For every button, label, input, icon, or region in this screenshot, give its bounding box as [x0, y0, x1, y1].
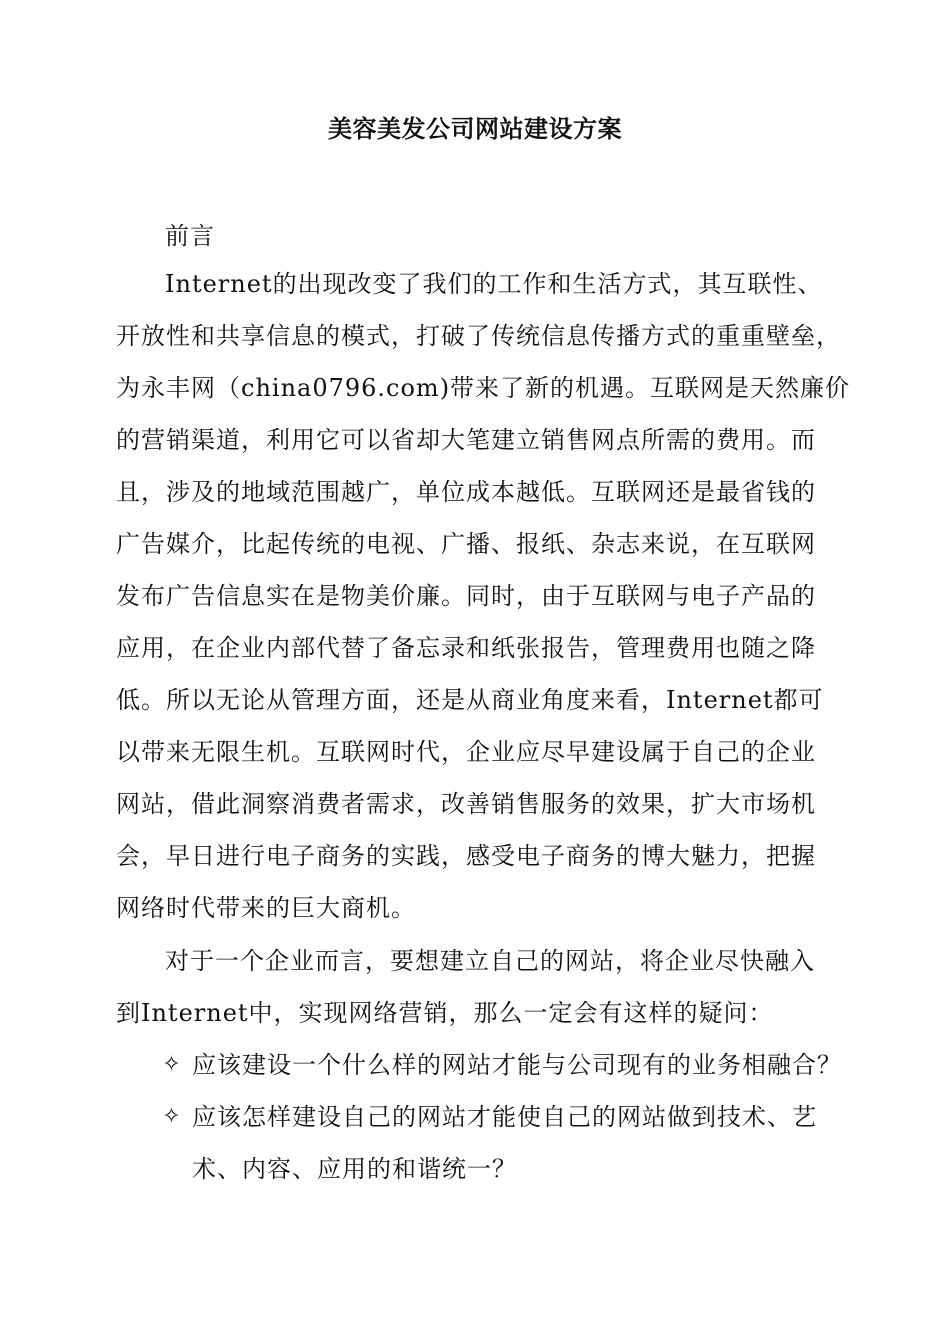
four-point-star-bullet-icon: ✧ [162, 1052, 182, 1077]
four-point-star-bullet-icon: ✧ [162, 1104, 182, 1129]
list-item [116, 1091, 876, 1195]
paragraph-line: 网站，借此洞察消费者需求，改善销售服务的效果，扩大市场机 [116, 790, 816, 818]
section-heading-text: 前言 [165, 222, 215, 250]
question-list [116, 1039, 876, 1195]
list-item-text: 术、内容、应用的和谐统一？ [192, 1155, 517, 1183]
question-intro-paragraph [116, 935, 846, 1039]
paragraph-line: 会，早日进行电子商务的实践，感受电子商务的博大魅力，把握 [116, 842, 816, 870]
list-item-text: 应该怎样建设自己的网站才能使自己的网站做到技术、艺 [192, 1103, 817, 1131]
paragraph-line: 的营销渠道，利用它可以省却大笔建立销售网点所需的费用。而 [116, 426, 816, 454]
list-item [116, 1039, 876, 1091]
paragraph-line: 网络时代带来的巨大商机。 [116, 894, 416, 922]
paragraph-line: 发布广告信息实在是物美价廉。同时，由于互联网与电子产品的 [116, 582, 816, 610]
intro-paragraph [116, 258, 851, 934]
paragraph-line: 为永丰网（china0796.com)带来了新的机遇。互联网是天然廉价 [116, 374, 851, 402]
paragraph-line: 应用，在企业内部代替了备忘录和纸张报告，管理费用也随之降 [116, 634, 816, 662]
paragraph-line: 广告媒介，比起传统的电视、广播、报纸、杂志来说，在互联网 [116, 530, 816, 558]
paragraph-line: Internet的出现改变了我们的工作和生活方式，其互联性、 [165, 270, 823, 298]
paragraph-line: 低。所以无论从管理方面，还是从商业角度来看，Internet都可 [116, 686, 824, 714]
list-item-text: 应该建设一个什么样的网站才能与公司现有的业务相融合？ [192, 1051, 842, 1079]
paragraph-line: 且，涉及的地域范围越广，单位成本越低。互联网还是最省钱的 [116, 478, 816, 506]
paragraph-line: 到Internet中，实现网络营销，那么一定会有这样的疑问： [116, 999, 774, 1027]
section-heading [116, 210, 846, 262]
document-title: 美容美发公司网站建设方案 [328, 115, 622, 143]
paragraph-line: 开放性和共享信息的模式，打破了传统信息传播方式的重重壁垒， [116, 322, 841, 350]
paragraph-line: 对于一个企业而言，要想建立自己的网站，将企业尽快融入 [165, 947, 815, 975]
paragraph-line: 以带来无限生机。互联网时代，企业应尽早建设属于自己的企业 [116, 738, 816, 766]
